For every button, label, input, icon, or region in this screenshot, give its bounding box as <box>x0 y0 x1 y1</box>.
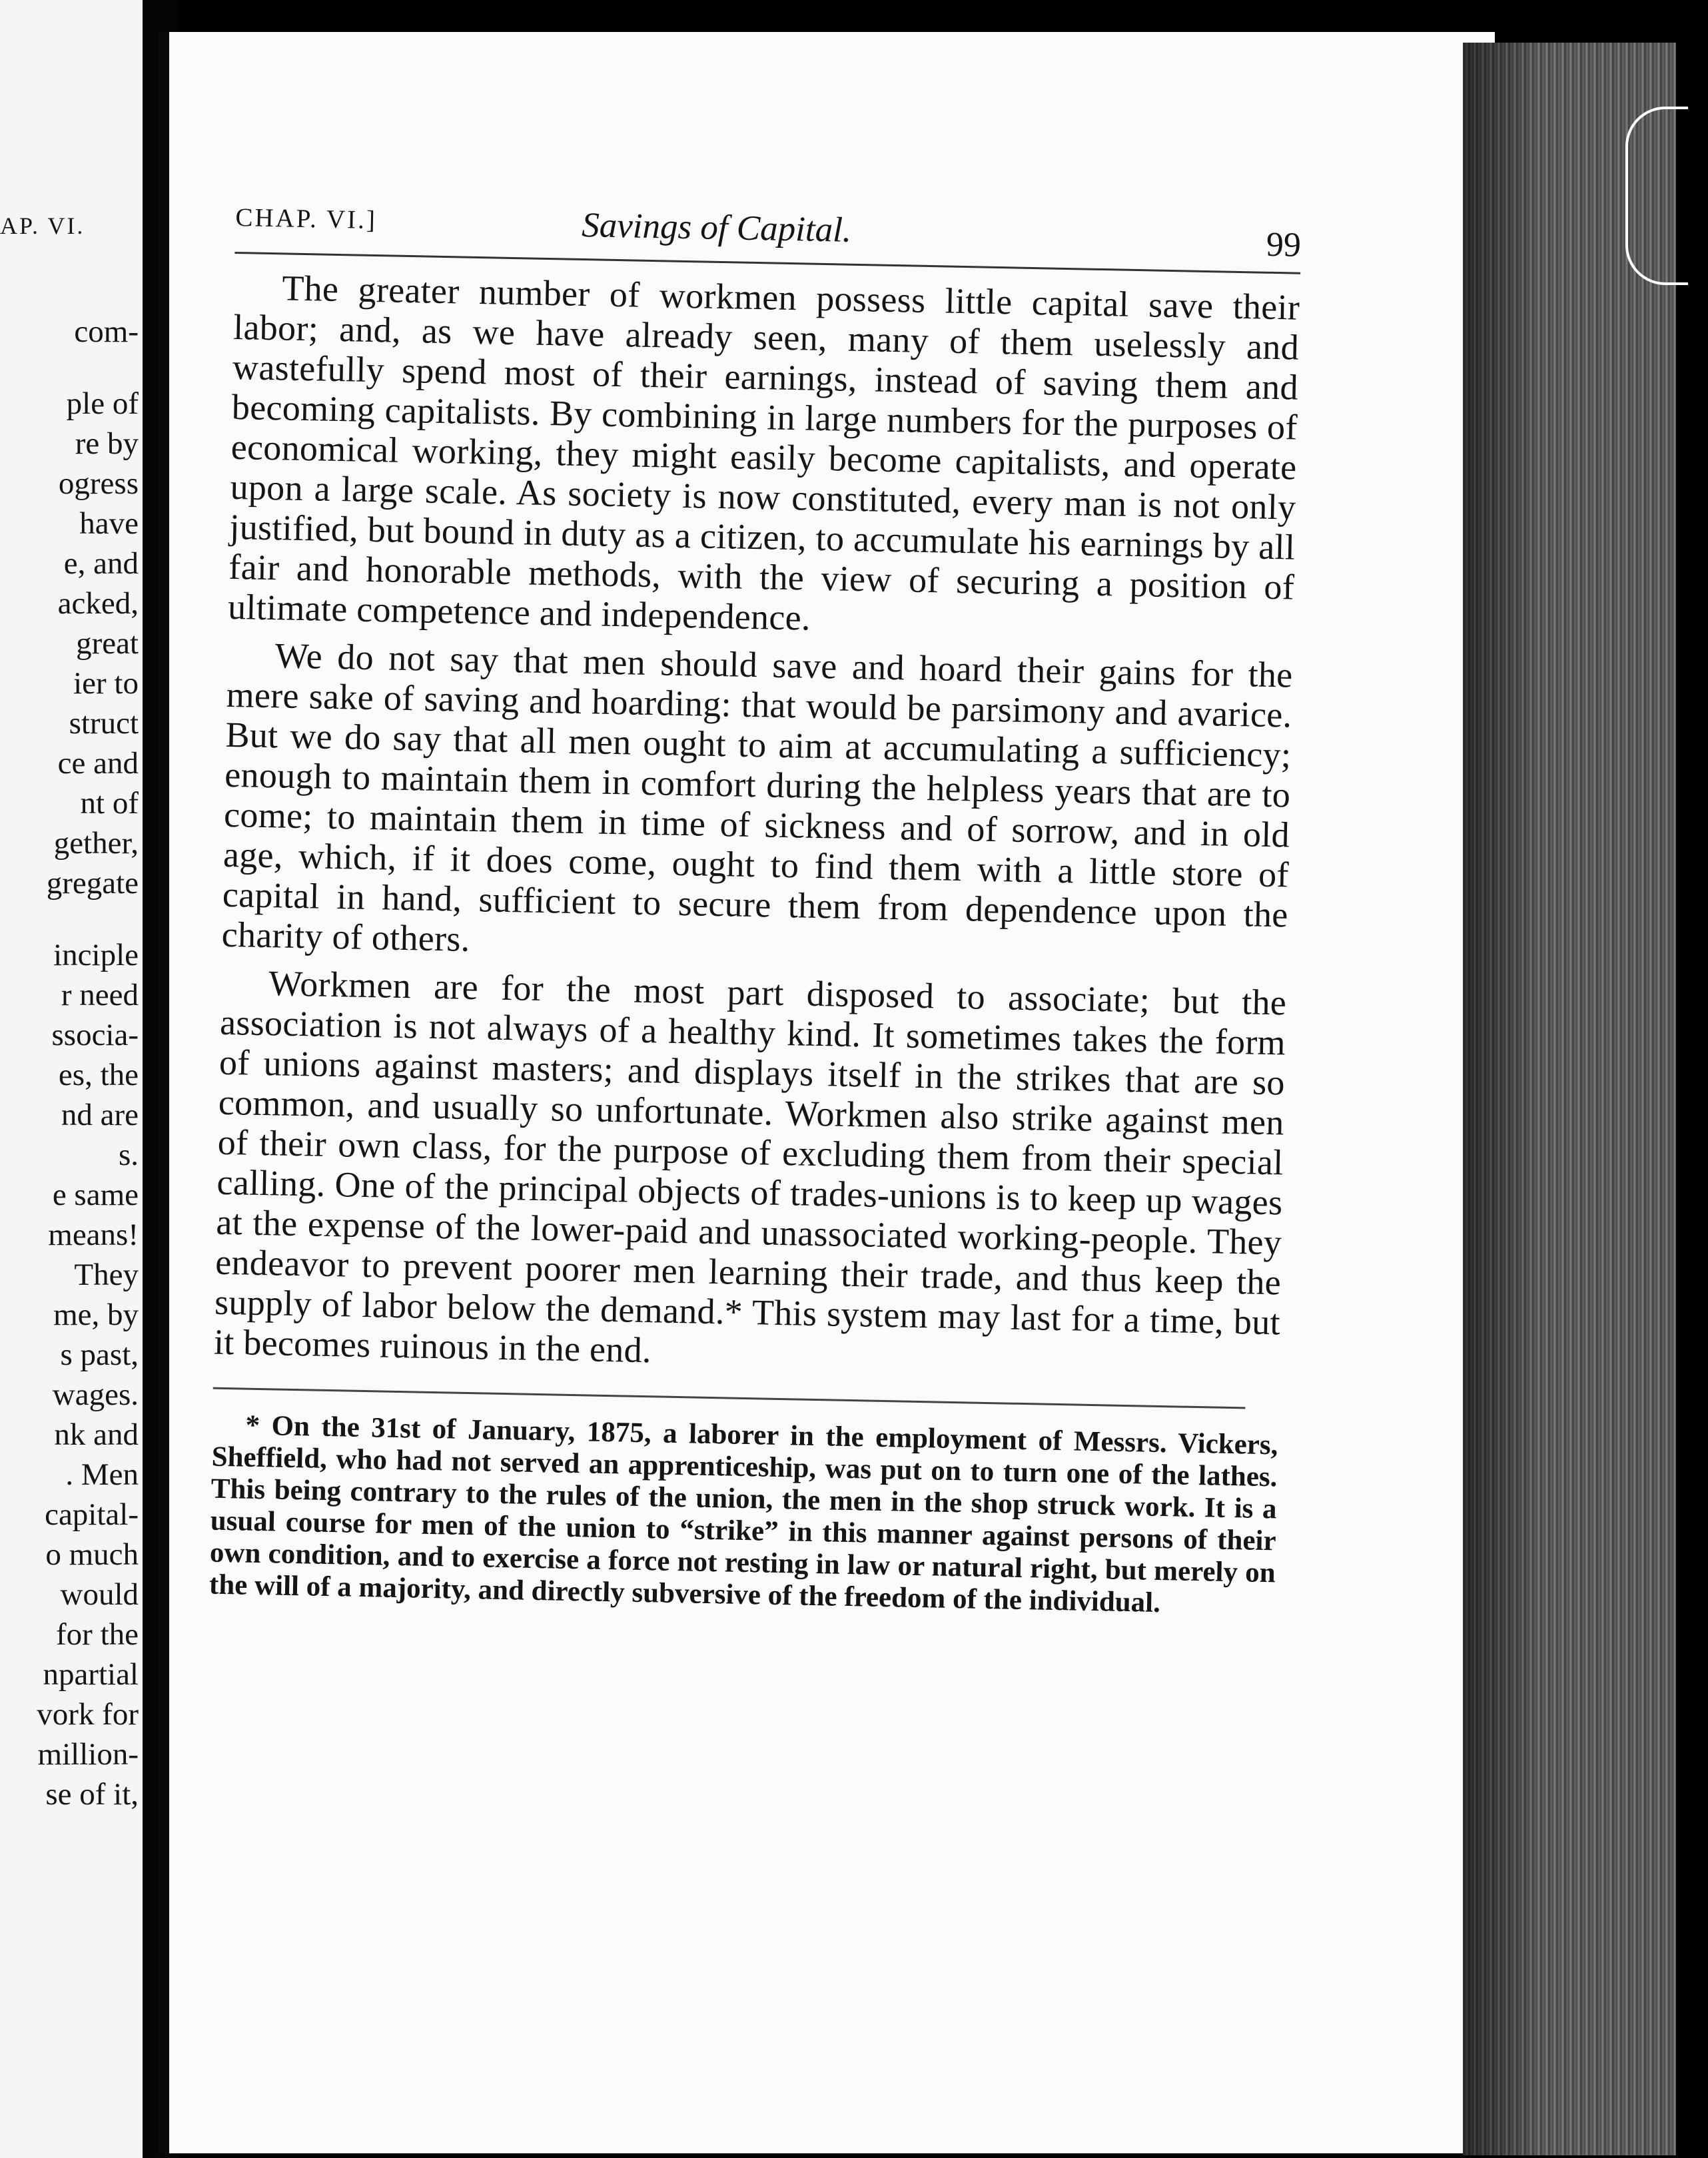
left-page-line: nd are <box>61 1098 139 1132</box>
chapter-label: CHAP. VI.] <box>235 202 378 235</box>
left-page-line: acked, <box>57 586 139 621</box>
left-page-line: ogress <box>58 466 139 501</box>
left-page-line: vork for <box>37 1697 139 1732</box>
page-number: 99 <box>1266 225 1302 264</box>
running-head <box>234 198 1301 274</box>
left-page-line: gregate <box>46 866 139 900</box>
footnote-text: * On the 31st of January, 1875, a laborer in the employment of Messrs. Vickers, Sheffield, who had not served an apprenticeship, was put on to turn one of the lathes. This being contrary to the rules of the union, the men in the shop struck work. It is a usual course for men of the union to “strike” in this manner against persons of their own condition, and to exercise a force not resting in law or natural right, but merely on the will of a majority, and directly subversive of the freedom of the individual. <box>209 1409 1278 1619</box>
page-edge-shadow <box>1463 43 1543 2155</box>
left-page-text <box>0 312 139 1814</box>
footnote-rule <box>213 1387 1246 1409</box>
left-page-line: r need <box>61 978 139 1012</box>
footnote <box>209 1409 1278 1622</box>
left-page-line: nt of <box>80 786 139 821</box>
paragraph: Workmen are for the most part disposed to associate; but the association is not always of a healthy kind. It sometimes takes the form of unions against masters; and displays itself in the strikes that are so common, and usually so unfortunate. Workmen also strike against men of their own class, for the purpose of excluding them from their special calling. One of the principal objects of trades-unions is to keep up wages at the expense of the lower-paid and unassociated working-people. They endeavor to prevent poorer men learning their trade, and thus keep the supply of labor below the demand.* This system may last for a time, but it becomes ruinous in the end. <box>213 963 1287 1371</box>
left-page-line: capital- <box>45 1497 139 1532</box>
left-page-line: re by <box>75 426 139 461</box>
edge-tab-mark <box>1625 107 1688 285</box>
left-page-line: e, and <box>63 546 139 581</box>
left-page-line: . Men <box>65 1457 139 1492</box>
page-content <box>209 198 1302 1621</box>
left-page-line <box>0 903 139 935</box>
left-page-line: s past, <box>60 1337 139 1372</box>
left-page-line: ssocia- <box>51 1018 139 1052</box>
left-running-head: AP. VI. <box>0 212 85 239</box>
body-text <box>213 267 1300 1382</box>
left-page-line: com- <box>74 314 139 349</box>
left-page-line: me, by <box>53 1297 139 1332</box>
left-page-line: o much <box>45 1537 139 1572</box>
left-page-line: ple of <box>66 386 139 421</box>
left-page-line: se of it, <box>45 1777 139 1812</box>
left-page-line: s. <box>118 1138 139 1172</box>
left-page-line: struct <box>69 706 139 741</box>
left-page-line: nk and <box>54 1417 139 1452</box>
left-page-line: They <box>74 1258 139 1292</box>
left-page-line: wages. <box>52 1377 139 1412</box>
left-page-line: npartial <box>43 1657 139 1692</box>
left-page-line: e same <box>52 1178 139 1212</box>
section-title: Savings of Capital. <box>581 205 852 250</box>
left-page-line: ce and <box>57 746 139 781</box>
left-page-line: for the <box>56 1617 139 1652</box>
left-page-line: great <box>76 626 139 661</box>
left-page-line: means! <box>48 1218 139 1252</box>
left-page-line: would <box>60 1577 139 1612</box>
left-page-line: ier to <box>73 666 139 701</box>
left-facing-page <box>0 0 143 2158</box>
paragraph: The greater number of workmen possess little capital save their labor; and, as we have already seen, many of them uselessly and wastefully spend most of their earnings, instead of saving them and becoming capitalists. By combining in large numbers for the purposes of economical working, they might easily become capitalists, and operate upon a large scale. As society is now constituted, every man is not only justified, but bound in duty as a citizen, to accumulate his earnings by all fair and honorable methods, with the view of securing a position of ultimate competence and independence. <box>227 268 1300 638</box>
left-page-line: es, the <box>58 1058 139 1092</box>
left-page-line: have <box>79 506 139 541</box>
paragraph: We do not say that men should save and hoard their gains for the mere sake of saving and hoarding: that would be parsimony and avarice. But we do say that all men ought to aim at accumulating a sufficiency; enough to maintain them in comfort during the helpless years that are to come; to maintain them in time of sickness and of sorrow, and in old age, which, if it does come, ought to find them with a little store of capital in hand, sufficient to secure them from dependence upon the charity of others. <box>221 635 1294 959</box>
left-page-line: gether, <box>53 826 139 861</box>
left-page-line: inciple <box>53 938 139 972</box>
left-page-line <box>0 352 139 384</box>
right-page <box>159 32 1495 2153</box>
left-page-line: million- <box>37 1737 139 1772</box>
